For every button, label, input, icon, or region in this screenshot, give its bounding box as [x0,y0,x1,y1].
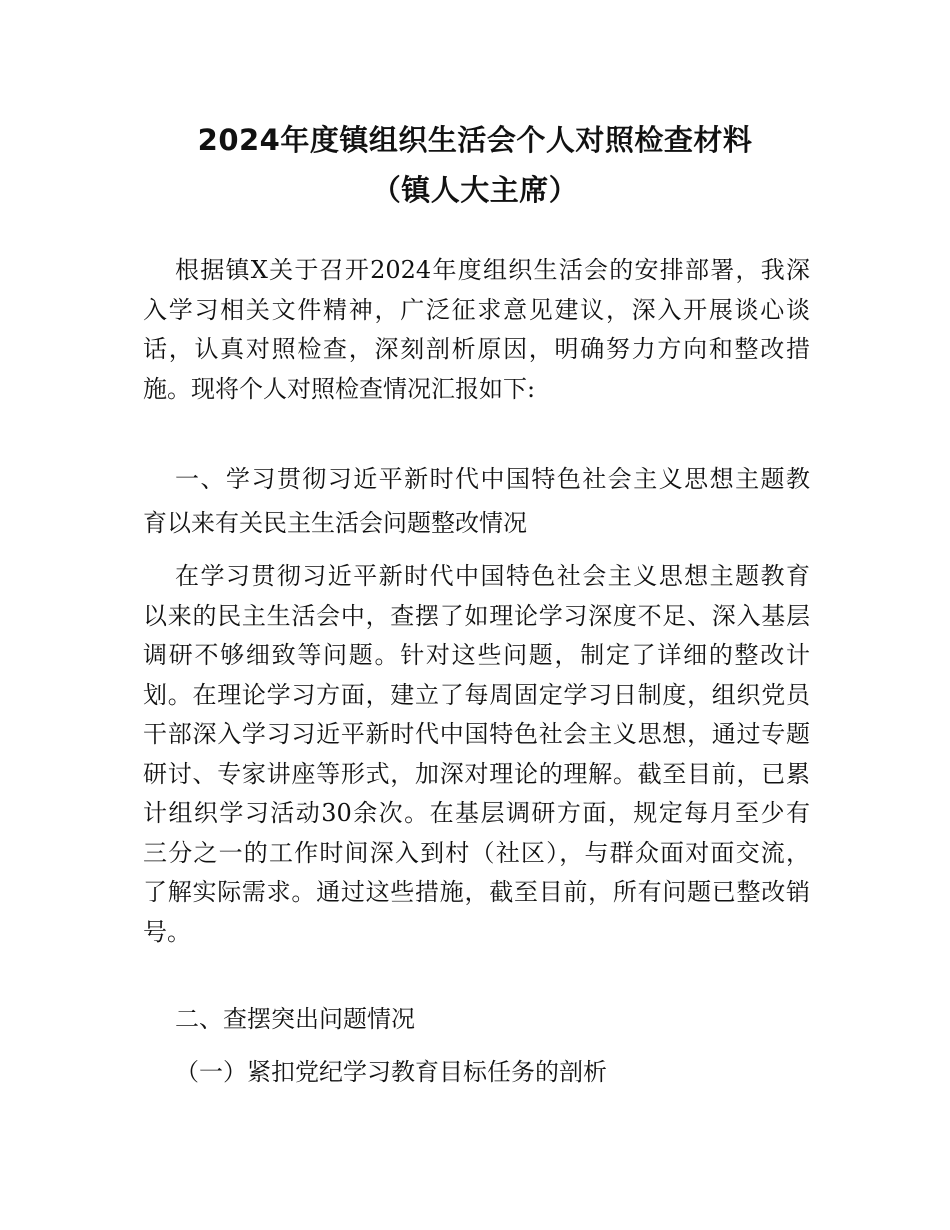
text-line: 划。在理论学习方面，建立了每周固定学习日制度，组织党员 [143,680,810,709]
section1-heading [143,460,810,543]
text-line: （一）紧扣党纪学习教育目标任务的剖析 [175,1058,607,1086]
document-title: 2024年度镇组织生活会个人对照检查材料 [197,123,753,157]
text-line: 话，认真对照检查，深刻剖析原因，明确努力方向和整改措 [143,335,810,363]
text-line: 在学习贯彻习近平新时代中国特色社会主义思想主题教育 [175,562,810,590]
text-line: 育以来有关民主生活会问题整改情况 [143,508,527,537]
section2-heading [143,1000,810,1040]
text-line: 施。现将个人对照检查情况汇报如下: [143,374,536,403]
subsection1-heading [143,1053,810,1093]
text-line: 计组织学习活动30余次。在基层调研方面，规定每月至少有 [143,799,810,827]
text-line: 干部深入学习习近平新时代中国特色社会主义思想，通过专题 [143,720,810,748]
document-subtitle: （镇人大主席） [371,173,579,207]
text-line: 入学习相关文件精神，广泛征求意见建议，深入开展谈心谈 [143,295,810,324]
text-line: 根据镇X关于召开2024年度组织生活会的安排部署，我深 [175,256,810,284]
section1-body [143,557,810,952]
text-line: 调研不够细致等问题。针对这些问题，制定了详细的整改计 [143,641,810,669]
text-line: 以来的民主生活会中，查摆了如理论学习深度不足、深入基层 [143,601,810,630]
text-line: 二、查摆突出问题情况 [175,1005,415,1033]
text-line: 了解实际需求。通过这些措施，截至目前，所有问题已整改销 [143,878,810,906]
text-line: 三分之一的工作时间深入到村（社区），与群众面对面交流， [143,838,810,867]
text-line: 号。 [143,917,191,946]
text-line: 一、学习贯彻习近平新时代中国特色社会主义思想主题教 [175,465,810,493]
text-line: 研讨、专家讲座等形式，加深对理论的理解。截至目前，已累 [143,759,810,788]
intro-paragraph [143,251,810,409]
